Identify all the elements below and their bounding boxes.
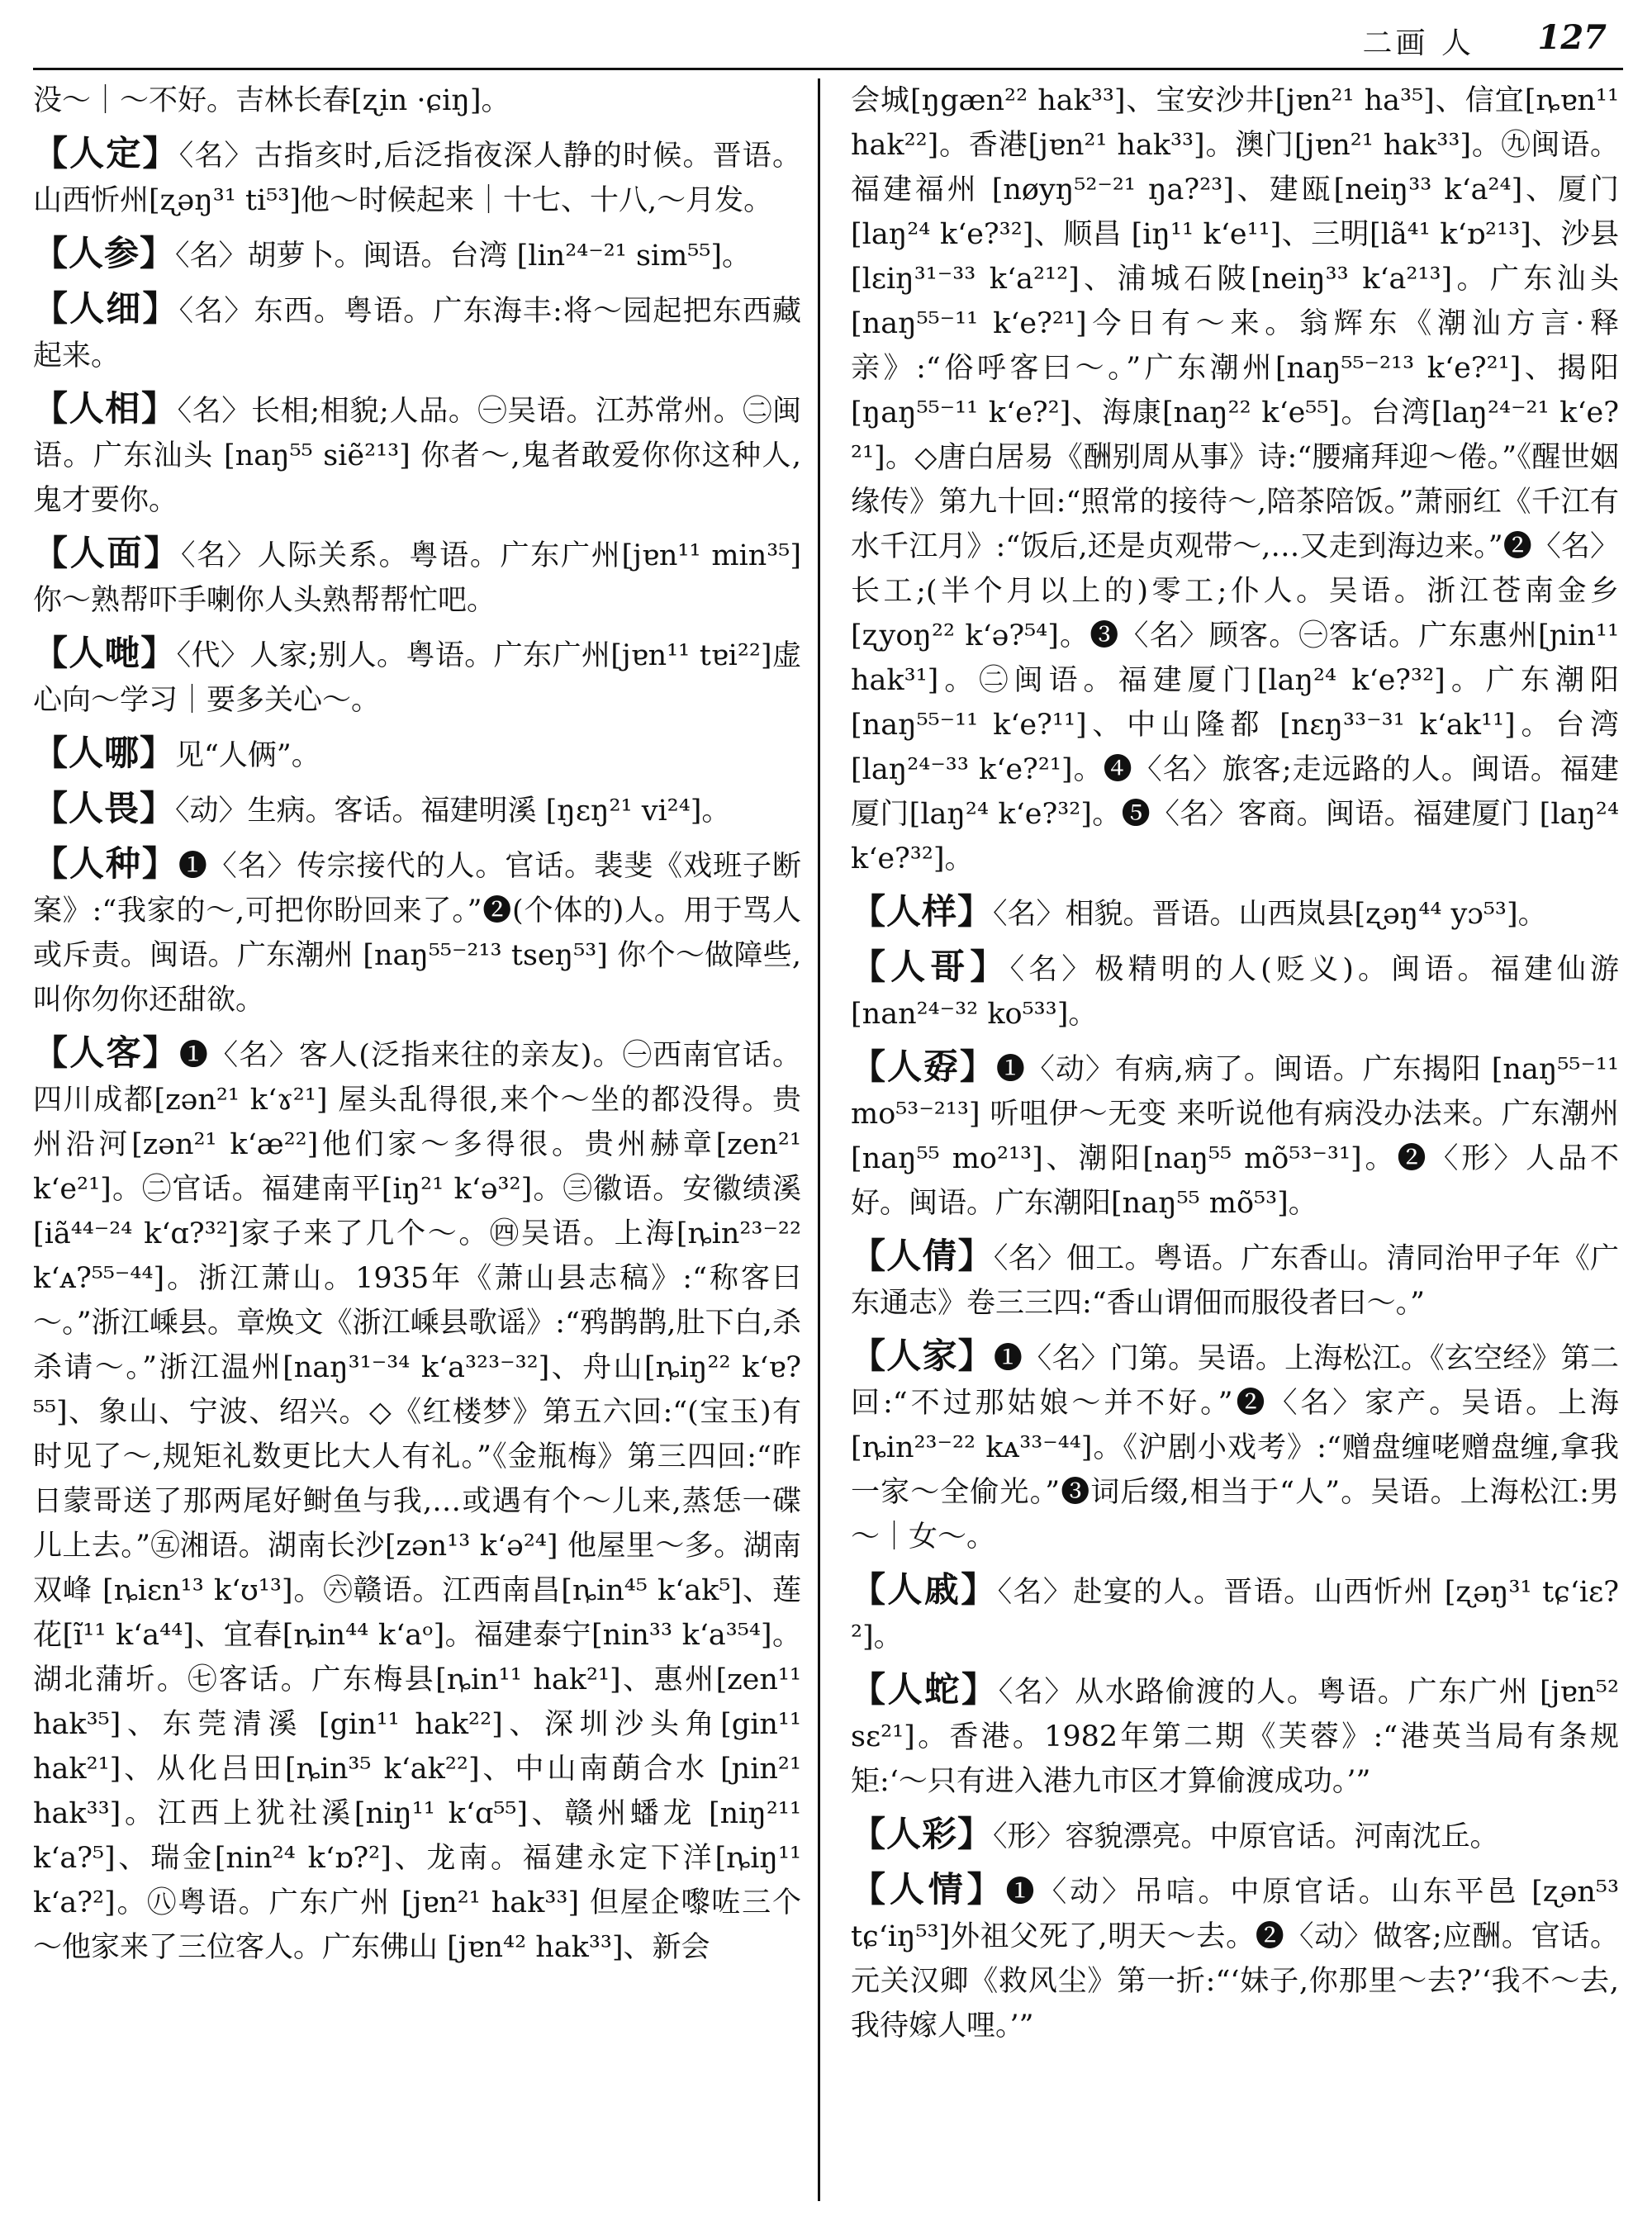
dictionary-entry [851,1045,1619,1226]
entry-body: 〈名〉古指亥时,后泛指夜深人静的时候。晋语。山西忻州[ʐəŋ³¹ ti⁵³]他～时候起来｜十七、十八,～月发。 [33,140,801,217]
entry-body: 〈代〉人家;别人。粤语。广东广州[jɐn¹¹ tɐi²²]虚心向～学习｜要多关心～。 [33,639,801,717]
entry-headword: 【人蛇】 [851,1669,999,1710]
entry-headword: 【人面】 [33,533,181,573]
entry-body: ❶〈动〉吊唁。中原官话。山东平邑 [ʐən⁵³ tɕ‘iŋ⁵³]外祖父死了,明天～去。❷〈动〉做客;应酬。官话。元关汉卿《救风尘》第一折:“‘妹子,你那里～去?’‘我不～去,我待嫁人哩。’” [851,1876,1619,2043]
entry-body: ❶〈名〉门第。吴语。上海松江。《玄空经》第二回:“不过那姑娘～并不好。”❷〈名〉家产。吴语。上海[ȵin²³⁻²² kᴀ³³⁻⁴⁴]。《沪剧小戏考》:“赠盘缠咾赠盘缠,拿我一家～全偷光。”❸词后缀,相当于“人”。吴语。上海松江:男～｜女～。 [851,1342,1619,1554]
dictionary-entry [851,78,1619,881]
entry-headword: 【人畏】 [33,788,176,828]
entry-headword: 【人哪】 [33,733,176,773]
dictionary-entry [851,1867,1619,2048]
dictionary-entry [33,631,801,723]
dictionary-entry [33,1031,801,1970]
dictionary-entry [33,131,801,223]
entry-body: 〈名〉赴宴的人。晋语。山西忻州 [ʐəŋ³¹ tɕ‘iɛ?²]。 [851,1576,1619,1654]
dictionary-entry [851,1668,1619,1804]
entry-headword: 【人倩】 [851,1236,994,1276]
entry-headword: 【人相】 [33,388,178,429]
entry-headword: 【人戚】 [851,1569,998,1610]
dictionary-entry [851,1334,1619,1559]
entry-headword: 【人孬】 [851,1046,996,1087]
entry-headword: 【人彩】 [851,1814,994,1854]
dictionary-entry [33,531,801,623]
running-head: 二画 人 [1362,26,1474,60]
right-column [851,78,1619,2201]
dictionary-entry [851,1812,1619,1859]
entry-headword: 【人家】 [851,1336,994,1376]
entry-body: 〈名〉人际关系。粤语。广东广州[jɐn¹¹ min³⁵]你～熟帮吓手喇你人头熟帮帮忙吧。 [33,539,801,617]
entry-body: ❶〈动〉有病,病了。闽语。广东揭阳 [naŋ⁵⁵⁻¹¹ mo⁵³⁻²¹³] 听咀伊～无变 来听说他有病没办法来。广东潮州[naŋ⁵⁵ mo²¹³]、潮阳[naŋ⁵⁵ mõ⁵³⁻³¹]。❷〈形〉人品不好。闽语。广东潮阳[naŋ⁵⁵ mõ⁵³]。 [851,1053,1619,1220]
left-column [33,78,801,2201]
dictionary-entry [33,78,801,123]
entry-body: 见“人俩”。 [175,739,320,772]
entry-body: 〈名〉极精明的人(贬义)。闽语。福建仙游[nan²⁴⁻³² ko⁵³³]。 [851,953,1619,1031]
entry-headword: 【人样】 [851,891,994,932]
page-header [33,8,1623,70]
entry-body: 没～｜～不好。吉林长春[ʐin ·ɕiŋ]。 [33,84,510,117]
entry-headword: 【人参】 [33,233,176,273]
entry-body: 〈名〉胡萝卜。闽语。台湾 [lin²⁴⁻²¹ sim⁵⁵]。 [175,240,752,273]
column-divider [818,78,820,2201]
entry-body: 〈名〉长相;相貌;人品。㊀吴语。江苏常州。㊁闽语。广东汕头 [naŋ⁵⁵ siẽ²¹³] 你者～,鬼者敢爱你你这种人,鬼才要你。 [33,395,801,517]
entry-body: ❶〈名〉传宗接代的人。官话。裴斐《戏班子断案》:“我家的～,可把你盼回来了。”❷(个体的)人。用于骂人或斥责。闽语。广东潮州 [naŋ⁵⁵⁻²¹³ tseŋ⁵³] 你个～做障些,叫你勿你还甜欲。 [33,850,801,1017]
dictionary-entry [851,890,1619,937]
dictionary-entry [33,387,801,523]
entry-headword: 【人哋】 [33,633,177,673]
entry-body: 〈形〉容貌漂亮。中原官话。河南沈丘。 [993,1820,1499,1853]
dictionary-entry [851,945,1619,1037]
entry-headword: 【人种】 [33,843,178,884]
entry-headword: 【人哥】 [851,947,1010,987]
entry-body: 〈名〉佃工。粤语。广东香山。清同治甲子年《广东通志》卷三三四:“香山谓佃而服役者曰～。” [851,1242,1619,1320]
dictionary-entry [851,1568,1619,1659]
dictionary-entry [33,731,801,778]
entry-headword: 【人客】 [33,1032,179,1073]
entry-headword: 【人定】 [33,133,179,173]
entry-headword: 【人情】 [851,1869,1006,1910]
entry-body: 〈动〉生病。客话。福建明溪 [ŋɛŋ²¹ vi²⁴]。 [175,795,731,828]
entry-body: ❶〈名〉客人(泛指来往的亲友)。㊀西南官话。四川成都[zən²¹ k‘ɤ²¹] 屋头乱得很,来个～坐的都没得。贵州沿河[zən²¹ k‘æ²²]他们家～多得很。贵州赫章[zen²¹ k‘e²¹]。㊁官话。福建南平[iŋ²¹ k‘ə³²]。㊂徽语。安徽绩溪 [iã⁴⁴⁻²⁴ k‘ɑ?³²]家子来了几个～。㊃吴语。上海[ȵin²³⁻²² k‘ᴀ?⁵⁵⁻⁴⁴]。浙江萧山。1935年《萧山县志稿》:“称客曰～。”浙江嵊县。章焕文《浙江嵊县歌谣》:“鸦鹊鹊,肚下白,杀杀请～。”浙江温州[naŋ³¹⁻³⁴ k‘a³²³⁻³²]、舟山[ȵiŋ²² k‘ɐ?⁵⁵]、象山、宁波、绍兴。◇《红楼梦》第五六回:“(宝玉)有时见了～,规矩礼数更比大人有礼。”《金瓶梅》第三四回:“昨日蒙哥送了那两尾好鲥鱼与我,…或遇有个～儿来,蒸恁一碟儿上去。”㊄湘语。湖南长沙[zən¹³ k‘ə²⁴] 他屋里～多。湖南双峰 [ȵiɛn¹³ k‘ʊ¹³]。㊅赣语。江西南昌[ȵin⁴⁵ k‘ak⁵]、莲花[ĩ¹¹ k‘a⁴⁴]、宜春[ȵin⁴⁴ k‘aᵒ]。福建泰宁[nin³³ k‘a³⁵⁴]。湖北蒲圻。㊆客话。广东梅县[ȵin¹¹ hak²¹]、惠州[zen¹¹ hak³⁵]、东莞清溪 [gin¹¹ hak²²]、深圳沙头角[gin¹¹ hak²¹]、从化吕田[ȵin³⁵ k‘ak²²]、中山南蓢合水 [ɲin²¹ hak³³]。江西上犹社溪[niŋ¹¹ k‘ɑ⁵⁵]、赣州蟠龙 [niŋ²¹¹ k‘a?⁵]、瑞金[nin²⁴ k‘ɒ?²]、龙南。福建永定下洋[ȵiŋ¹¹ k‘a?²]。㊇粤语。广东广州 [jɐn²¹ hak³³] 但屋企嚟咗三个～他家来了三位客人。广东佛山 [jɐn⁴² hak³³]、新会 [33,1039,801,1964]
dictionary-entry [851,1234,1619,1326]
dictionary-entry [33,231,801,278]
entry-body: 会城[ŋgæn²² hak³³]、宝安沙井[jɐn²¹ ha³⁵]、信宜[ȵɐn¹¹ hak²²]。香港[jɐn²¹ hak³³]。澳门[jɐn²¹ hak³³]。㊈闽语。福建福州 [nøyŋ⁵²⁻²¹ ŋa?²³]、建瓯[neiŋ³³ k‘a²⁴]、厦门 [laŋ²⁴ k‘e?³²]、顺昌 [iŋ¹¹ k‘e¹¹]、三明[lã⁴¹ k‘ɒ²¹³]、沙县[lɛiŋ³¹⁻³³ k‘a²¹²]、浦城石陂[neiŋ³³ k‘a²¹³]。广东汕头[naŋ⁵⁵⁻¹¹ k‘e?²¹]今日有～来。翁辉东《潮汕方言·释亲》:“俗呼客曰～。”广东潮州[naŋ⁵⁵⁻²¹³ k‘e?²¹]、揭阳[ŋaŋ⁵⁵⁻¹¹ k‘e?²]、海康[naŋ²² k‘e⁵⁵]。台湾[laŋ²⁴⁻²¹ k‘e?²¹]。◇唐白居易《酬别周从事》诗:“腰痛拜迎～倦。”《醒世姻缘传》第九十回:“照常的接待～,陪茶陪饭。”萧丽红《千江有水千江月》:“饭后,还是贞观带～,…又走到海边来。”❷〈名〉长工;(半个月以上的)零工;仆人。吴语。浙江苍南金乡[ʐyoŋ²² k‘ə?⁵⁴]。❸〈名〉顾客。㊀客话。广东惠州[ɲin¹¹ hak³¹]。㊁闽语。福建厦门[laŋ²⁴ k‘e?³²]。广东潮阳 [naŋ⁵⁵⁻¹¹ k‘e?¹¹]、中山隆都 [nɛŋ³³⁻³¹ k‘ak¹¹]。台湾 [laŋ²⁴⁻³³ k‘e?²¹]。❹〈名〉旅客;走远路的人。闽语。福建厦门[laŋ²⁴ k‘e?³²]。❺〈名〉客商。闽语。福建厦门 [laŋ²⁴ k‘e?³²]。 [851,84,1619,875]
entry-headword: 【人细】 [33,288,179,329]
entry-body: 〈名〉相貌。晋语。山西岚县[ʐəŋ⁴⁴ yɔ⁵³]。 [993,898,1547,931]
dictionary-entry [33,786,801,833]
dictionary-entry [33,287,801,378]
page-number: 127 [1537,18,1607,57]
dictionary-entry [33,842,801,1022]
entry-body: 〈名〉从水路偷渡的人。粤语。广东广州 [jɐn⁵² sɛ²¹]。香港。1982年第二期《芙蓉》:“港英当局有条规矩:‘～只有进入港九市区才算偷渡成功。’” [851,1676,1619,1798]
entry-body: 〈名〉东西。粤语。广东海丰:将～园起把东西藏起来。 [33,295,801,372]
